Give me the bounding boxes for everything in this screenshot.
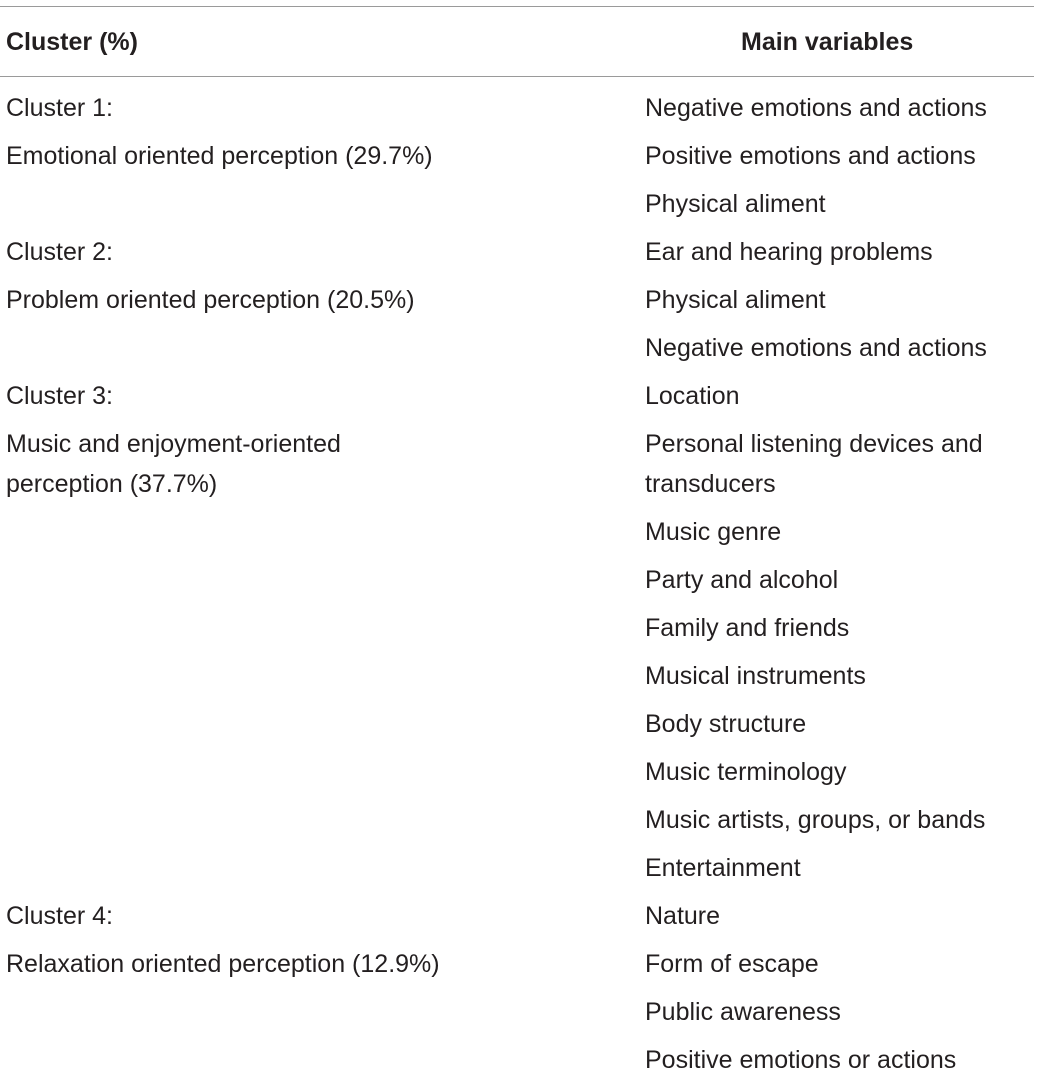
cluster-cell xyxy=(0,992,640,1032)
table-row xyxy=(0,376,1039,424)
cluster-cell xyxy=(0,512,640,552)
table-body xyxy=(0,88,1039,1088)
variable-cell: Positive emotions or actions xyxy=(645,1046,957,1074)
variable-cell: Public awareness xyxy=(645,998,841,1026)
variable-cell: Music terminology xyxy=(645,758,847,786)
table-row xyxy=(0,560,1039,608)
cluster-cell xyxy=(0,752,640,792)
table-row xyxy=(0,512,1039,560)
variable-cell: Family and friends xyxy=(645,614,850,642)
table-top-rule xyxy=(0,6,1034,7)
table-row xyxy=(0,752,1039,800)
variable-cell: Negative emotions and actions xyxy=(645,94,987,122)
cluster-cell xyxy=(0,704,640,744)
table-row xyxy=(0,280,1039,328)
cluster-cell: Problem oriented perception (20.5%) xyxy=(6,286,415,314)
table-row xyxy=(0,184,1039,232)
header-cluster: Cluster (%) xyxy=(6,28,138,56)
table-row xyxy=(0,328,1039,376)
table-row xyxy=(0,424,1039,512)
variable-cell: Music genre xyxy=(645,518,782,546)
variable-cell: Physical aliment xyxy=(645,190,826,218)
table-row xyxy=(0,896,1039,944)
variable-cell: Entertainment xyxy=(645,854,801,882)
variable-cell: Personal listening devices and transducers xyxy=(645,430,983,498)
variable-cell: Physical aliment xyxy=(645,286,826,314)
cluster-cell: Cluster 4: xyxy=(6,902,113,930)
table-row xyxy=(0,88,1039,136)
table-row xyxy=(0,136,1039,184)
cluster-cell: Music and enjoyment-oriented perception (37.7%) xyxy=(6,430,341,498)
cluster-cell xyxy=(0,560,640,600)
table-row xyxy=(0,656,1039,704)
cluster-cell xyxy=(0,328,640,368)
cluster-cell: Relaxation oriented perception (12.9%) xyxy=(6,950,440,978)
variable-cell: Nature xyxy=(645,902,721,930)
cluster-cell: Emotional oriented perception (29.7%) xyxy=(6,142,433,170)
header-main-variables: Main variables xyxy=(741,28,914,56)
cluster-cell xyxy=(0,608,640,648)
variable-cell: Ear and hearing problems xyxy=(645,238,933,266)
variable-cell: Party and alcohol xyxy=(645,566,839,594)
table-row xyxy=(0,992,1039,1040)
table-row xyxy=(0,232,1039,280)
table-row xyxy=(0,944,1039,992)
variable-cell: Musical instruments xyxy=(645,662,866,690)
variable-cell: Positive emotions and actions xyxy=(645,142,976,170)
variable-cell: Body structure xyxy=(645,710,807,738)
table-row xyxy=(0,800,1039,848)
table-header-rule xyxy=(0,76,1034,77)
variable-cell: Negative emotions and actions xyxy=(645,334,987,362)
table-row xyxy=(0,608,1039,656)
variable-cell: Form of escape xyxy=(645,950,819,978)
cluster-cell xyxy=(0,848,640,888)
cluster-cell: Cluster 1: xyxy=(6,94,113,122)
cluster-cell xyxy=(0,1040,640,1080)
variable-cell: Music artists, groups, or bands xyxy=(645,806,986,834)
cluster-cell: Cluster 2: xyxy=(6,238,113,266)
table-row xyxy=(0,1040,1039,1088)
table-row xyxy=(0,704,1039,752)
variable-cell: Location xyxy=(645,382,740,410)
cluster-cell xyxy=(0,656,640,696)
cluster-cell xyxy=(0,184,640,224)
table-row xyxy=(0,848,1039,896)
cluster-cell: Cluster 3: xyxy=(6,382,113,410)
cluster-cell xyxy=(0,800,640,840)
